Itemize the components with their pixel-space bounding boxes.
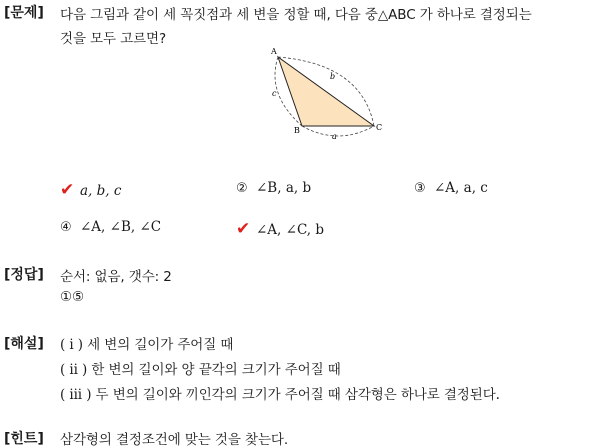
triangle-abc [278, 57, 374, 126]
option-4-text: ∠A, ∠B, ∠C [80, 219, 162, 235]
option-3-text: ∠A, a, c [434, 180, 488, 196]
option-2[interactable] [236, 180, 311, 196]
option-1[interactable] [60, 180, 121, 200]
option-2-text: ∠B, a, b [256, 180, 312, 196]
arc-side-a [302, 126, 374, 136]
option-5[interactable] [236, 219, 324, 239]
option-4-number: ④ [60, 220, 72, 235]
explanation-label: [해설] [4, 336, 44, 352]
problem-text-line-1: 다음 그림과 같이 세 꼭짓점과 세 변을 정할 때, 다음 중△ABC 가 하나로 결정되는 [60, 7, 532, 23]
answer-line-1: 순서: 없음, 갯수: 2 [60, 269, 172, 285]
triangle-figure [262, 44, 392, 144]
hint-label: [힌트] [4, 431, 44, 447]
option-3[interactable] [414, 180, 488, 196]
vertex-a-label: A [271, 47, 277, 56]
explanation-line-3: ( iii ) 두 변의 길이와 끼인각의 크기가 주어질 때 삼각형은 하나로 결정된다. [60, 387, 500, 403]
vertex-b-label: B [294, 126, 300, 135]
option-3-number: ③ [414, 181, 426, 196]
side-b-label: b [330, 72, 336, 81]
option-2-number: ② [236, 181, 248, 196]
answer-label: [정답] [4, 267, 44, 283]
option-4[interactable] [60, 219, 161, 235]
explanation-line-1: ( i ) 세 변의 길이가 주어질 때 [60, 337, 234, 353]
option-5-text: ∠A, ∠C, b [256, 222, 325, 238]
side-a-label: a [332, 132, 337, 141]
correct-check-icon: ✔ [236, 219, 251, 239]
correct-check-icon: ✔ [60, 180, 75, 200]
side-c-label: c [272, 89, 277, 98]
answer-line-2: ①⑤ [60, 289, 85, 305]
vertex-c-label: C [376, 123, 383, 132]
hint-text: 삼각형의 결정조건에 맞는 것을 찾는다. [60, 432, 289, 448]
explanation-line-2: ( ii ) 한 변의 길이와 양 끝각의 크기가 주어질 때 [60, 362, 341, 378]
option-1-text: a, b, c [80, 183, 122, 199]
problem-label: [문제] [4, 5, 44, 21]
problem-text-line-2: 것을 모두 고르면? [60, 31, 167, 47]
